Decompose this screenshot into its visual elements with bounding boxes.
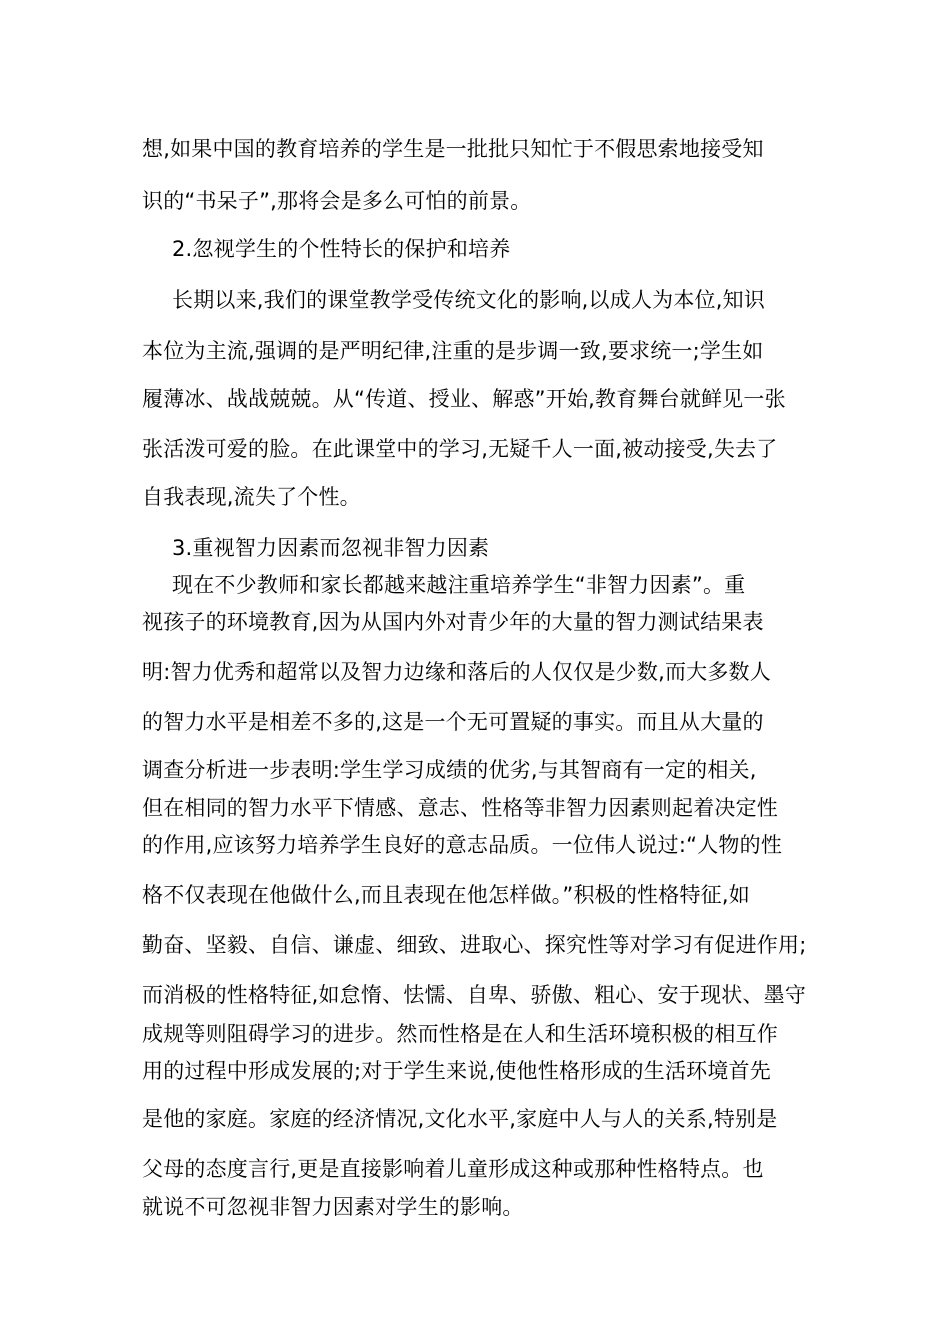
text-line: 现在不少教师和家长都越来越注重培养学生“非智力因素”。重 — [172, 573, 746, 597]
text-line: 本位为主流,强调的是严明纪律,注重的是步调一致,要求统一;学生如 — [142, 339, 764, 363]
text-line: 张活泼可爱的脸。在此课堂中的学习,无疑千人一面,被动接受,失去了 — [142, 437, 778, 461]
text-line: 长期以来,我们的课堂教学受传统文化的影响,以成人为本位,知识 — [172, 288, 766, 312]
text-line: 格不仅表现在他做什么,而且表现在他怎样做。”积极的性格特征,如 — [142, 883, 750, 907]
text-line: 调查分析进一步表明:学生学习成绩的优劣,与其智商有一定的相关, — [142, 758, 757, 782]
text-line: 履薄冰、战战兢兢。从“传道、授业、解惑”开始,教育舞台就鲜见一张 — [142, 387, 786, 411]
text-line: 用的过程中形成发展的;对于学生来说,使他性格形成的生活环境首先 — [142, 1059, 771, 1083]
text-line: 就说不可忽视非智力因素对学生的影响。 — [142, 1195, 524, 1219]
text-line: 明:智力优秀和超常以及智力边缘和落后的人仅仅是少数,而大多数人 — [142, 660, 771, 684]
text-line: 是他的家庭。家庭的经济情况,文化水平,家庭中人与人的关系,特别是 — [142, 1107, 778, 1131]
section-heading: 2.忽视学生的个性特长的保护和培养 — [172, 237, 511, 261]
text-line: 成规等则阻碍学习的进步。然而性格是在人和生活环境积极的相互作 — [142, 1022, 778, 1046]
text-line: 视孩子的环境教育,因为从国内外对青少年的大量的智力测试结果表 — [142, 610, 764, 634]
text-line: 识的“书呆子”,那将会是多么可怕的前景。 — [142, 189, 532, 213]
text-line: 而消极的性格特征,如怠惰、怯懦、自卑、骄傲、粗心、安于现状、墨守 — [142, 983, 807, 1007]
text-line: 父母的态度言行,更是直接影响着儿童形成这种或那种性格特点。也 — [142, 1157, 764, 1181]
text-line: 自我表现,流失了个性。 — [142, 485, 361, 509]
text-line: 的智力水平是相差不多的,这是一个无可置疑的事实。而且从大量的 — [142, 710, 764, 734]
section-heading: 3.重视智力因素而忽视非智力因素 — [172, 536, 490, 560]
text-line: 但在相同的智力水平下情感、意志、性格等非智力因素则起着决定性 — [142, 796, 778, 820]
text-line: 的作用,应该努力培养学生良好的意志品质。一位伟人说过:“人物的性 — [142, 833, 783, 857]
text-line: 想,如果中国的教育培养的学生是一批批只知忙于不假思索地接受知 — [142, 137, 764, 161]
text-line: 勤奋、坚毅、自信、谦虚、细致、进取心、探究性等对学习有促进作用; — [142, 933, 807, 957]
